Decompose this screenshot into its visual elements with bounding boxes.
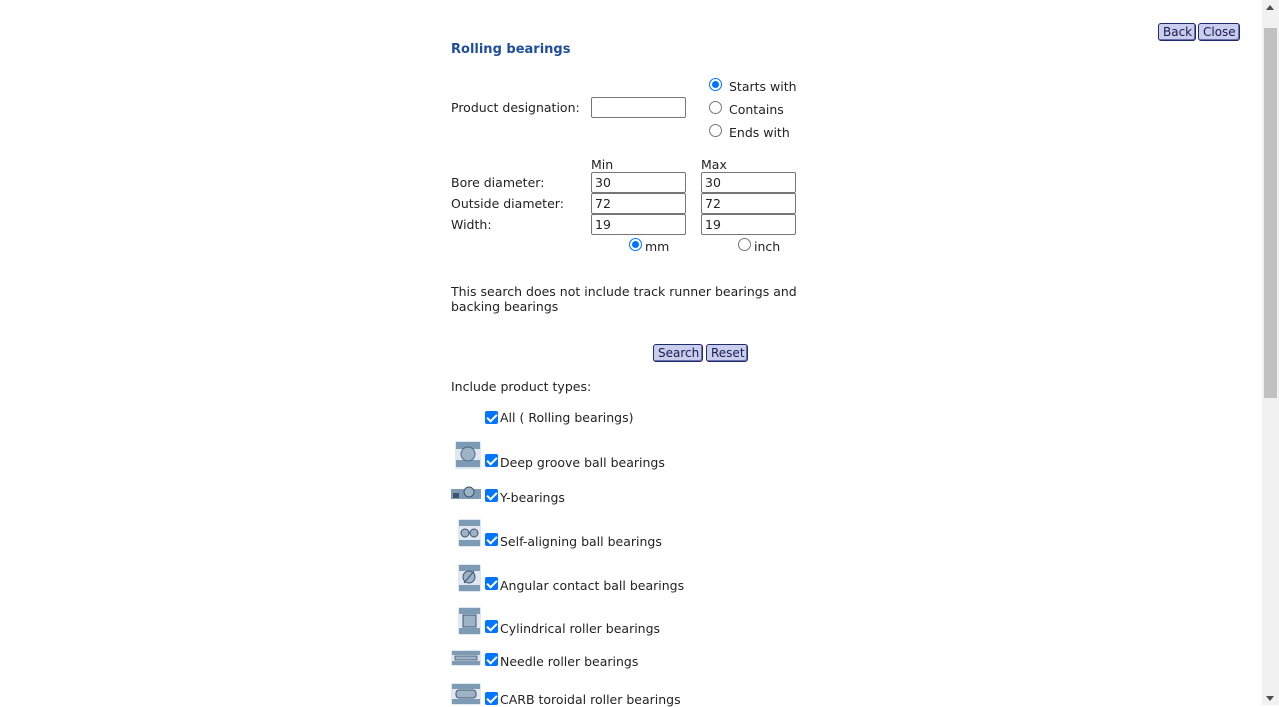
vertical-scrollbar[interactable] — [1262, 0, 1279, 705]
cylindrical-roller-bearing-icon — [458, 607, 481, 635]
product-designation-input[interactable] — [591, 97, 686, 118]
needle-label: Needle roller bearings — [500, 654, 639, 669]
unit-inch-radio[interactable] — [738, 238, 751, 251]
all-types-checkbox[interactable] — [485, 411, 498, 424]
outside-diameter-min-input[interactable] — [591, 193, 686, 214]
unit-mm-label: mm — [645, 239, 670, 254]
ends-with-radio[interactable] — [709, 124, 722, 137]
search-button[interactable]: Search — [653, 344, 703, 362]
deep-groove-ball-bearing-icon — [455, 441, 481, 469]
width-label: Width: — [451, 217, 492, 232]
angular-contact-label: Angular contact ball bearings — [500, 578, 685, 593]
contains-label: Contains — [729, 102, 784, 117]
max-header: Max — [701, 157, 727, 172]
scroll-thumb[interactable] — [1264, 28, 1277, 398]
search-note: This search does not include track runner bearings and backing bearings — [451, 284, 797, 314]
product-types-heading: Include product types: — [451, 379, 592, 394]
cylindrical-checkbox[interactable] — [485, 620, 498, 633]
y-bearings-label: Y-bearings — [500, 490, 565, 505]
scroll-down-icon[interactable] — [1266, 696, 1274, 701]
angular-contact-ball-bearing-icon — [458, 564, 481, 592]
carb-checkbox[interactable] — [485, 692, 498, 705]
self-aligning-checkbox[interactable] — [485, 533, 498, 546]
outside-diameter-label: Outside diameter: — [451, 196, 564, 211]
self-aligning-label: Self-aligning ball bearings — [500, 534, 662, 549]
unit-inch-label: inch — [754, 239, 781, 254]
y-bearings-checkbox[interactable] — [485, 489, 498, 502]
needle-roller-bearing-icon — [451, 650, 481, 666]
cylindrical-label: Cylindrical roller bearings — [500, 621, 661, 636]
starts-with-radio[interactable] — [709, 78, 722, 91]
needle-checkbox[interactable] — [485, 653, 498, 666]
product-designation-label: Product designation: — [451, 100, 580, 115]
scroll-up-icon[interactable] — [1266, 5, 1274, 10]
carb-label: CARB toroidal roller bearings — [500, 692, 681, 707]
bore-diameter-max-input[interactable] — [701, 172, 796, 193]
all-types-label: All ( Rolling bearings) — [500, 410, 634, 425]
starts-with-label: Starts with — [729, 79, 797, 94]
angular-contact-checkbox[interactable] — [485, 577, 498, 590]
carb-toroidal-roller-bearing-icon — [451, 683, 481, 705]
bore-diameter-label: Bore diameter: — [451, 175, 545, 190]
outside-diameter-max-input[interactable] — [701, 193, 796, 214]
self-aligning-ball-bearing-icon — [458, 519, 481, 547]
ends-with-label: Ends with — [729, 125, 790, 140]
unit-mm-radio[interactable] — [629, 238, 642, 251]
y-bearing-icon — [451, 485, 481, 501]
deep-groove-label: Deep groove ball bearings — [500, 455, 665, 470]
close-button[interactable]: Close — [1198, 23, 1240, 41]
back-button[interactable]: Back — [1158, 23, 1196, 41]
page-title: Rolling bearings — [451, 42, 571, 57]
width-max-input[interactable] — [701, 214, 796, 235]
reset-button[interactable]: Reset — [706, 344, 748, 362]
width-min-input[interactable] — [591, 214, 686, 235]
min-header: Min — [591, 157, 614, 172]
deep-groove-checkbox[interactable] — [485, 454, 498, 467]
bore-diameter-min-input[interactable] — [591, 172, 686, 193]
contains-radio[interactable] — [709, 101, 722, 114]
